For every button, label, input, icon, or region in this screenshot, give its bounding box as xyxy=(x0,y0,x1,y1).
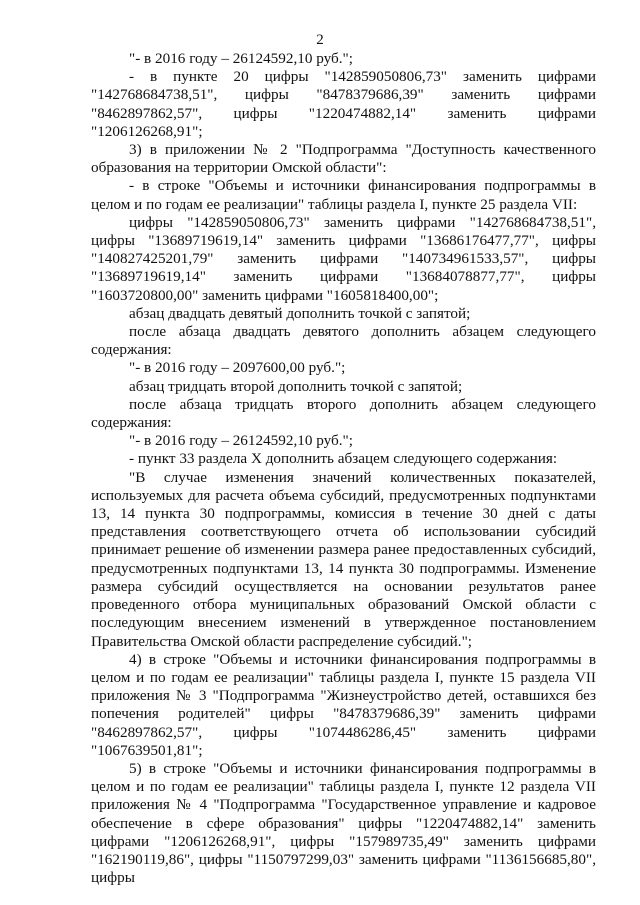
paragraph-32nd-semicolon: абзац тридцать второй дополнить точкой с запятой; xyxy=(129,377,463,395)
paragraph-subsidy-change-clause: "В случае изменения значений количественных показателей, используемых для расчета объема субсидий, предусмотренных подпунктами 13, 14 пункта 30 подпрограммы, комиссия в течение 30 дней с даты представления соответствующего отчета об использовании субсидий принимает решение об изменении размера ранее предоставленных субсидий, предусмотренных подпунктами 13, 14 пункта 30 подпрограммы. Изменение размера субсидий осуществляется на основании результатов ранее проведенного отбора муниципальных образований Омской области с последующим внесением изменений в утвержденное постановлением Правительства Омской области распределение субсидий."; xyxy=(91,468,596,650)
paragraph-item-20-replacement: - в пункте 20 цифры "142859050806,73" заменить цифрами "142768684738,51", цифры "8478379686,39" заменить цифрами "8462897862,57", цифры "1220474882,14" заменить цифрами "1206126268,91"; xyxy=(91,68,596,140)
paragraph-after-32nd: после абзаца тридцать второго дополнить абзацем следующего содержания: xyxy=(91,395,596,432)
paragraph-appendix-4-change: 5) в строке "Объемы и источники финансирования подпрограммы в целом и по годам ее реализации" таблицы раздела I, пункте 12 раздела VII приложения № 4 "Подпрограмма "Государственное управление и кадровое обеспечение в сфере образования" цифры "1220474882,14" заменить цифрами "1206126268,91", цифры "157989735,49" заменить цифрами "162190119,86", цифры "1150797299,03" заменить цифрами "1136156685,80", цифры xyxy=(91,759,596,887)
paragraph-appendix-2-heading: 3) в приложении № 2 "Подпрограмма "Доступность качественного образования на территории Омской области": xyxy=(91,141,596,177)
paragraph-2016-total-second: "- в 2016 году – 2097600,00 руб."; xyxy=(129,359,346,377)
paragraph-29th-semicolon: абзац двадцать девятый дополнить точкой с запятой; xyxy=(129,304,471,322)
paragraph-appendix-3-change: 4) в строке "Объемы и источники финансирования подпрограммы в целом и по годам ее реализации" таблицы раздела I, пункте 15 раздела VII приложения № 3 "Подпрограмма "Жизнеустройство детей, оставшихся без попечения родителей" цифры "8478379686,39" заменить цифрами "8462897862,57", цифры "1074486286,45" заменить цифрами "1067639501,81"; xyxy=(91,650,596,759)
paragraph-2016-total-first: "- в 2016 году – 26124592,10 руб."; xyxy=(129,50,353,67)
paragraph-after-29th: после абзаца двадцать девятого дополнить абзацем следующего содержания: xyxy=(91,323,596,359)
paragraph-item-33-section-10: - пункт 33 раздела X дополнить абзацем следующего содержания: xyxy=(129,450,558,468)
page-number: 2 xyxy=(316,32,324,48)
paragraph-financing-row-section-1: - в строке "Объемы и источники финансирования подпрограммы в целом и по годам ее реализации" таблицы раздела I, пункте 25 раздела VII: xyxy=(91,177,596,213)
paragraph-2016-total-third: "- в 2016 году – 26124592,10 руб."; xyxy=(129,432,353,450)
paragraph-digit-replacements: цифры "142859050806,73" заменить цифрами "142768684738,51", цифры "13689719619,14" заменить цифрами "13686176477,77", цифры "140827425201,79" заменить цифрами "140734961533,57", цифры "13689719619,14" заменить цифрами "13684078877,77", цифры "1603720800,00" заменить цифрами "1605818400,00"; xyxy=(91,213,596,304)
document-body xyxy=(91,50,596,887)
